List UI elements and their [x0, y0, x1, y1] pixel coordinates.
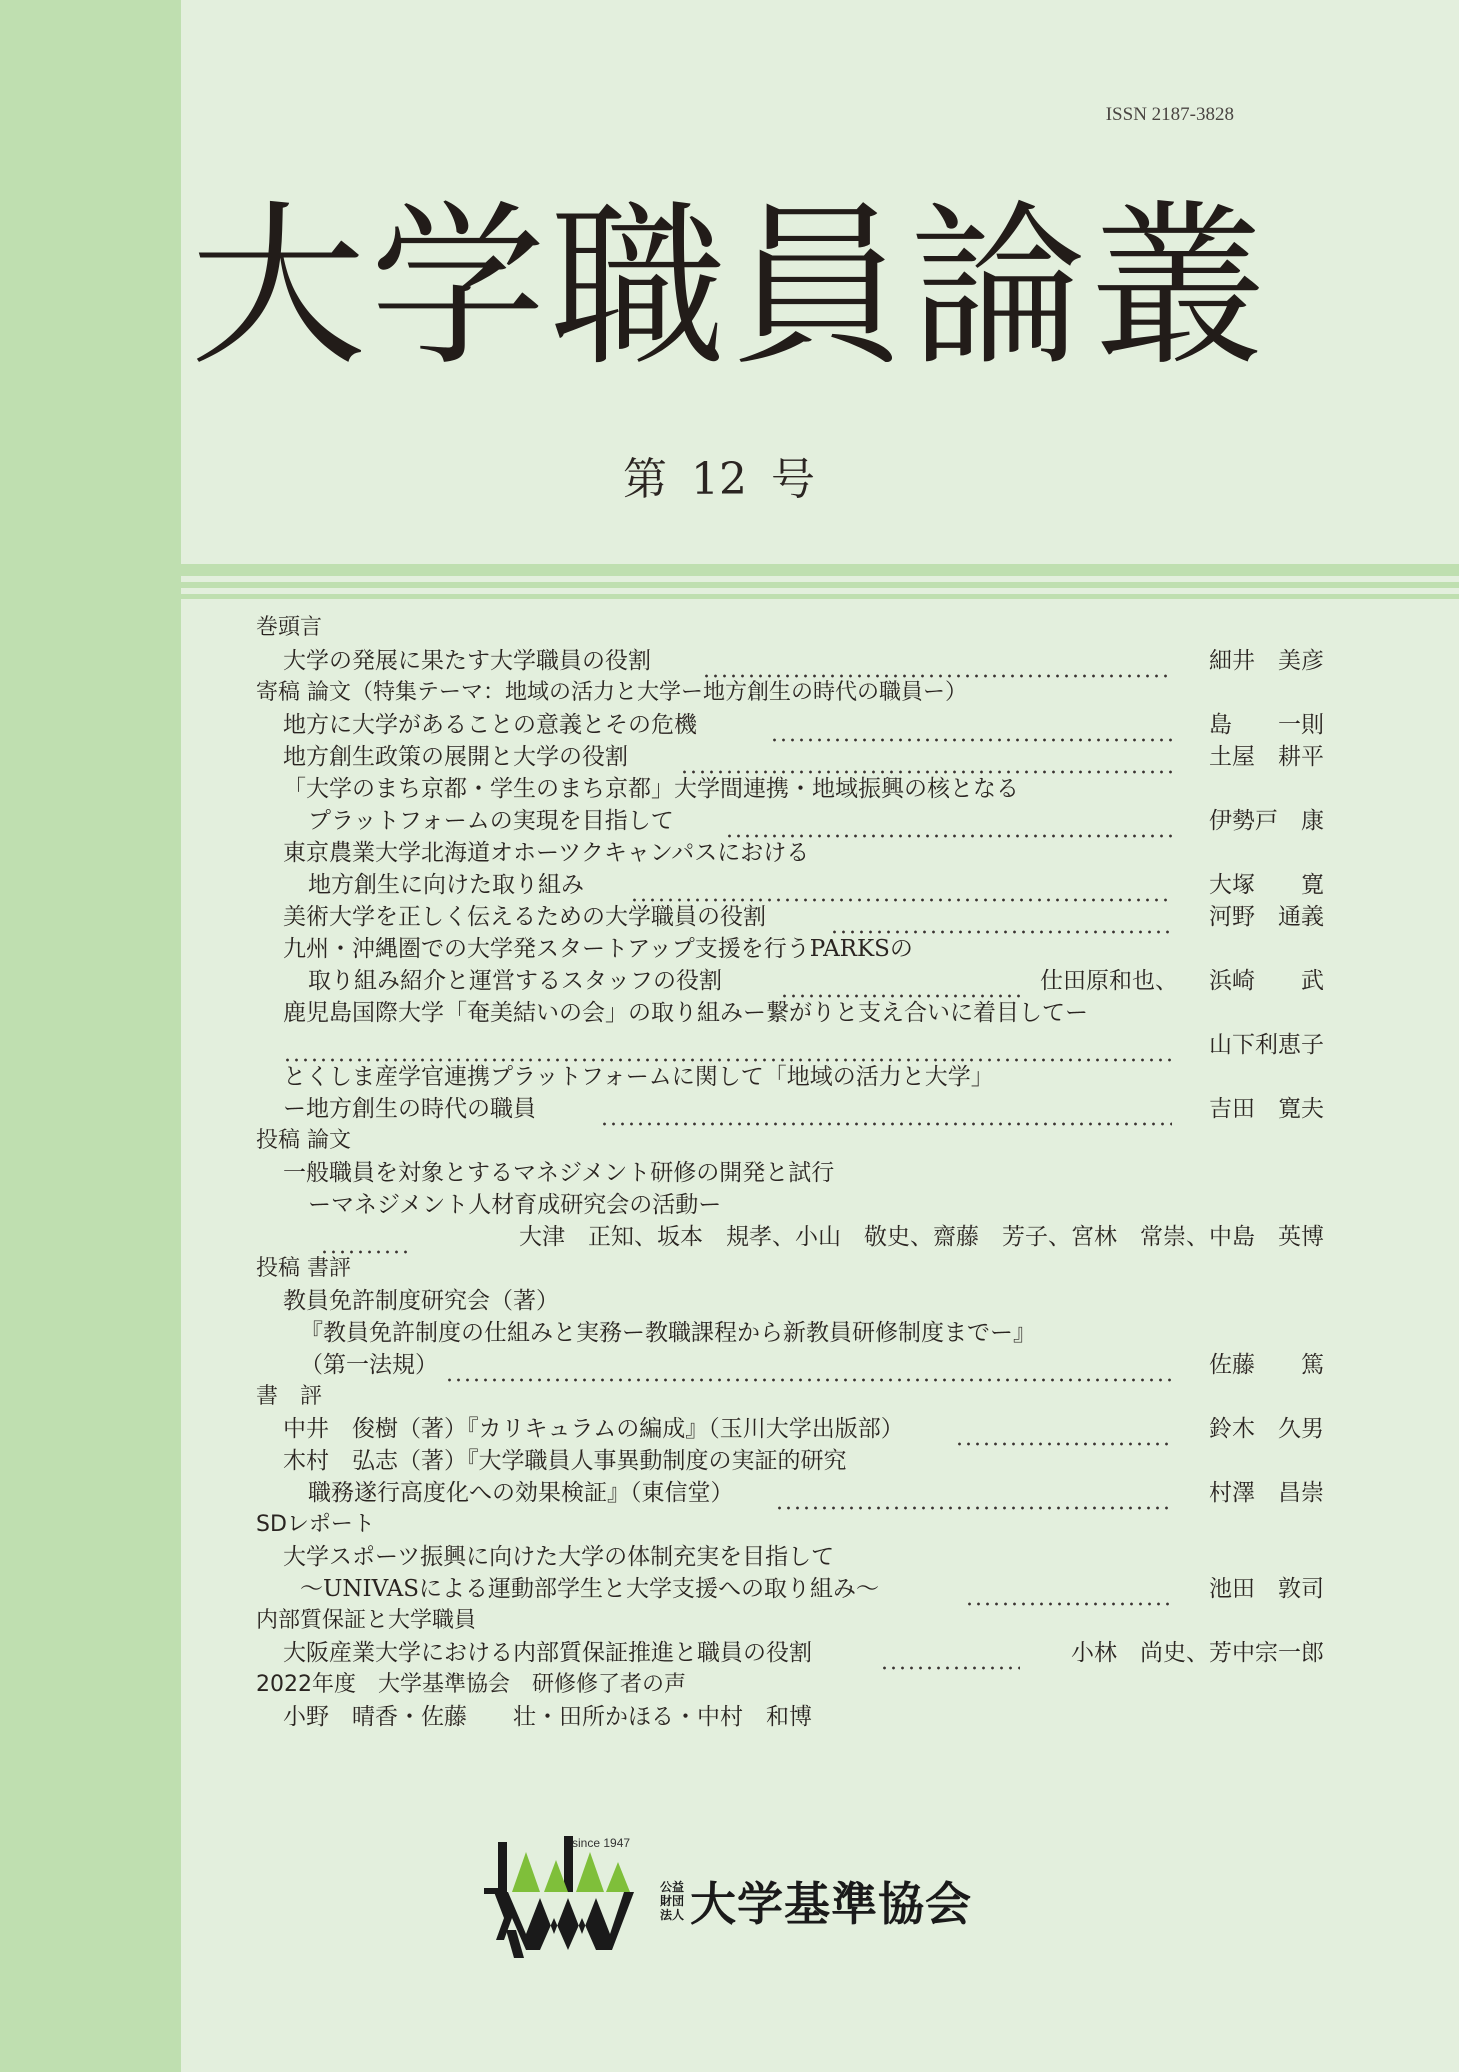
toc-entry: ーマネジメント人材育成研究会の活動ー — [308, 1192, 722, 1218]
toc-entry: 『教員免許制度の仕組みと実務ー教職課程から新教員研修制度までー』 — [300, 1320, 1036, 1346]
publisher-logo-icon — [484, 1830, 634, 1965]
publisher-type: 公益財団法人 — [659, 1880, 684, 1922]
toc-entry: 小野 晴香・佐藤 壮・田所かほる・中村 和博 — [283, 1704, 812, 1730]
toc-entry: 九州・沖縄圏での大学発スタートアップ支援を行うPARKSの — [283, 936, 913, 962]
issue-number: 第 12 号 — [623, 454, 815, 505]
toc-entry: （第一法規） — [300, 1352, 438, 1378]
toc-entry: 鹿児島国際大学「奄美結いの会」の取り組みー繋がりと支え合いに着目してー — [283, 1000, 1088, 1026]
since-label: since 1947 — [572, 1836, 631, 1850]
dot-leader — [880, 1666, 1020, 1670]
toc-entry: 地方創生に向けた取り組み — [308, 872, 584, 898]
toc-section: 寄稿 論文（特集テーマ：地域の活力と大学ー地方創生の時代の職員ー） — [256, 680, 967, 705]
divider-band — [0, 594, 1459, 599]
toc-section: 投稿 書評 — [256, 1256, 351, 1281]
toc-section: 投稿 論文 — [256, 1128, 351, 1153]
toc-section: SDレポート — [256, 1512, 375, 1537]
toc-author: 伊勢戸 康 — [1209, 808, 1324, 834]
toc-entry: 美術大学を正しく伝えるための大学職員の役割 — [283, 904, 766, 930]
toc-author: 土屋 耕平 — [1209, 744, 1324, 770]
toc-author: 浜崎 武 — [1209, 968, 1324, 994]
toc-author: 細井 美彦 — [1209, 648, 1324, 674]
toc-author: 大津 正知、坂本 規孝、小山 敬史、齋藤 芳子、宮林 常崇、中島 英博 — [519, 1224, 1324, 1250]
toc-entry: 職務遂行高度化への効果検証』（東信堂） — [308, 1480, 734, 1506]
toc-author: 大塚 寛 — [1209, 872, 1324, 898]
toc-entry: プラットフォームの実現を目指して — [308, 808, 674, 834]
toc-entry: 取り組み紹介と運営するスタッフの役割 — [308, 968, 722, 994]
toc-author: 佐藤 篤 — [1209, 1352, 1324, 1378]
toc-entry: とくしま産学官連携プラットフォームに関して「地域の活力と大学」 — [283, 1064, 994, 1090]
toc-author: 島 一則 — [1209, 712, 1324, 738]
toc-author: 池田 敦司 — [1209, 1576, 1324, 1602]
divider-band — [0, 564, 1459, 576]
toc-section: 2022年度 大学基準協会 研修修了者の声 — [256, 1672, 686, 1697]
toc-author: 河野 通義 — [1209, 904, 1324, 930]
toc-entry: 東京農業大学北海道オホーツクキャンパスにおける — [283, 840, 810, 866]
toc-entry: 「大学のまち京都・学生のまち京都」大学間連携・地域振興の核となる — [283, 776, 1019, 802]
toc-entry: ー地方創生の時代の職員 — [283, 1096, 536, 1122]
toc-entry: 木村 弘志（著）『大学職員人事異動制度の実証的研究 — [283, 1448, 847, 1474]
toc-section: 内部質保証と大学職員 — [256, 1608, 477, 1633]
toc-author: 山下利恵子 — [1209, 1032, 1324, 1058]
toc-author: 村澤 昌崇 — [1209, 1480, 1324, 1506]
toc-author: 吉田 寛夫 — [1209, 1096, 1324, 1122]
toc-section: 巻頭言 — [256, 615, 323, 640]
toc-section: 書 評 — [256, 1384, 323, 1409]
toc-author: 仕田原和也、 — [1040, 968, 1178, 994]
toc-entry: 地方に大学があることの意義とその危機 — [283, 712, 697, 738]
table-of-contents — [0, 604, 1459, 1784]
toc-author: 小林 尚史、芳中宗一郎 — [1071, 1640, 1324, 1666]
toc-entry: 大学の発展に果たす大学職員の役割 — [283, 648, 651, 674]
dot-leader — [955, 1442, 1172, 1446]
toc-entry: 一般職員を対象とするマネジメント研修の開発と試行 — [283, 1160, 835, 1186]
dot-leader — [600, 1122, 1172, 1126]
toc-entry: 中井 俊樹（著）『カリキュラムの編成』（玉川大学出版部） — [283, 1416, 904, 1442]
issn-number: ISSN 2187-3828 — [1105, 104, 1234, 125]
dot-leader — [775, 1506, 1172, 1510]
toc-entry: 大阪産業大学における内部質保証推進と職員の役割 — [283, 1640, 812, 1666]
dot-leader — [965, 1602, 1172, 1606]
toc-entry: 教員免許制度研究会（著） — [283, 1288, 559, 1314]
journal-title: 大学職員論叢 — [190, 185, 1271, 390]
dot-leader — [770, 738, 1172, 742]
toc-entry: 地方創生政策の展開と大学の役割 — [283, 744, 628, 770]
toc-entry: 〜UNIVASによる運動部学生と大学支援への取り組み〜 — [300, 1576, 880, 1602]
publisher-name: 大学基準協会 — [690, 1877, 972, 1931]
divider-band — [0, 582, 1459, 588]
toc-entry: 大学スポーツ振興に向けた大学の体制充実を目指して — [283, 1544, 835, 1570]
toc-author: 鈴木 久男 — [1209, 1416, 1324, 1442]
dot-leader — [445, 1378, 1172, 1382]
